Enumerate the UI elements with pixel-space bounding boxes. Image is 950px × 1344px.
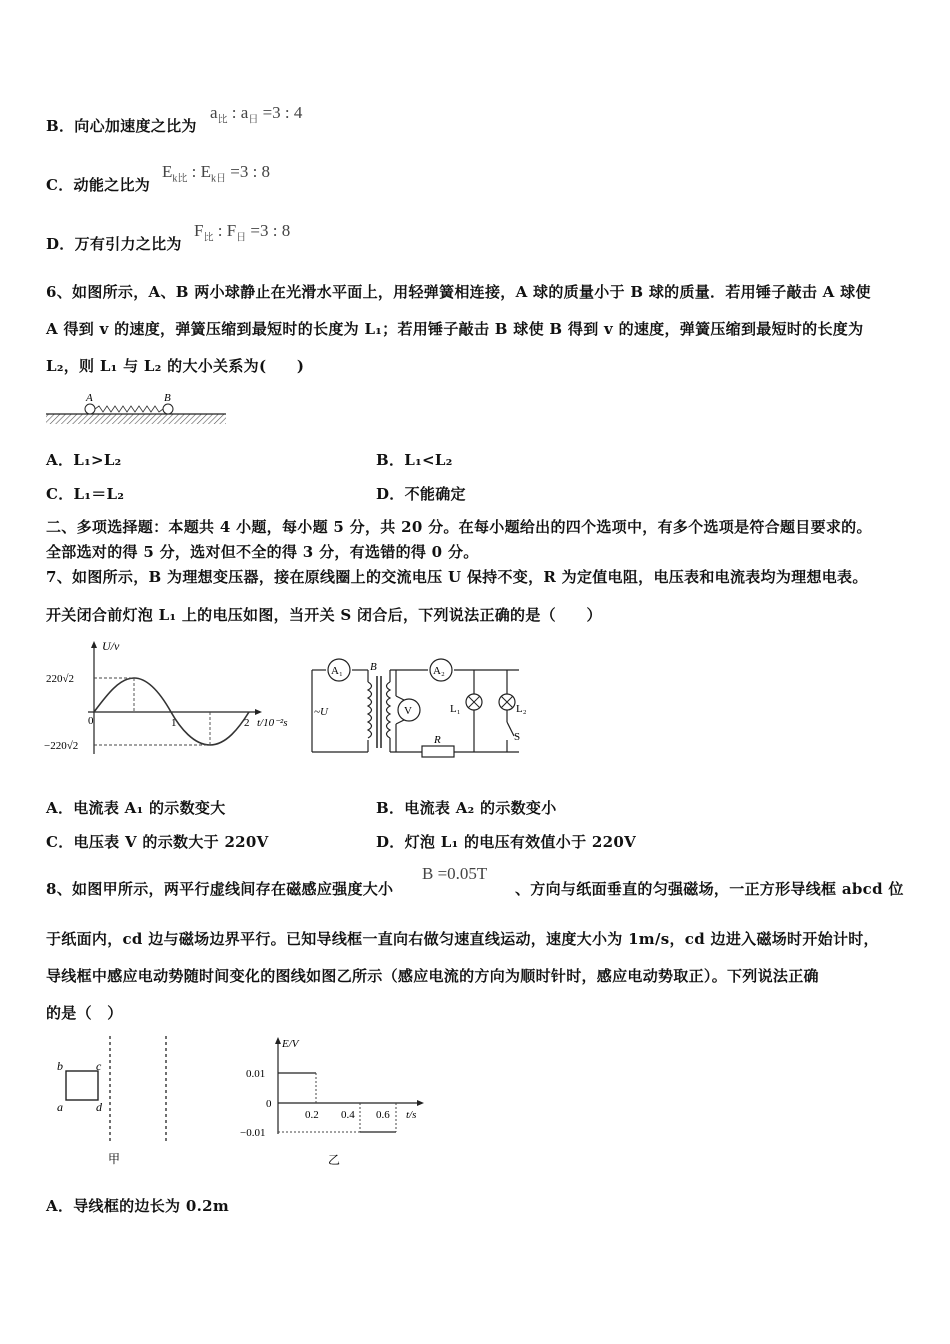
- ball-b: [163, 404, 173, 414]
- svg-text:c: c: [96, 1059, 102, 1073]
- q8-option-a: A．导线框的边长为 0.2m: [46, 1197, 230, 1215]
- svg-text:L₂: L₂: [516, 703, 527, 715]
- q6-stem-line2: A 得到 v 的速度，弹簧压缩到最短时的长度为 L₁；若用锤子敲击 B 球使 B 得到 v 的速度，弹簧压缩到最短时的长度为: [46, 320, 864, 338]
- origin-label: 0: [88, 715, 94, 727]
- q5-option-c-formula: $E_{k比}$ : $E_{k日} =3$ : 8: [162, 162, 271, 185]
- svg-text:d: d: [96, 1100, 102, 1114]
- q7-stem-line2: 开关闭合前灯泡 L₁ 上的电压如图，当开关 S 闭合后，下列说法正确的是（ ）: [46, 606, 602, 624]
- ball-a: [85, 404, 95, 414]
- y-tick-bottom: −220√2: [44, 740, 79, 752]
- q5-option-d-formula: $F_比$ : $F_日 =3$ : 8: [194, 221, 291, 244]
- svg-text:a: a: [57, 1100, 63, 1114]
- svg-text:S: S: [514, 731, 521, 743]
- x-tick-1: 1: [171, 717, 177, 729]
- svg-text:R: R: [434, 734, 441, 746]
- q7-voltage-graph: [44, 638, 306, 758]
- q6-option-b: B．L₁<L₂: [376, 451, 453, 469]
- q8-field-formula: B =0.05T: [422, 864, 488, 883]
- q8-stem-line4: 的是（ ）: [46, 1004, 123, 1022]
- svg-text:t/s: t/s: [406, 1109, 417, 1121]
- section2-heading-line2: 全部选对的得 5 分，选对但不全的得 3 分，有选错的得 0 分。: [46, 543, 479, 561]
- q6-stem-line3: L₂，则 L₁ 与 L₂ 的大小关系为( ): [46, 357, 305, 375]
- q6-stem-line1: 6、如图所示，A、B 两小球静止在光滑水平面上，用轻弹簧相连接，A 球的质量小于 B 球的质量．若用锤子敲击 A 球使: [46, 283, 871, 301]
- svg-text:L₁: L₁: [450, 703, 461, 715]
- label-b: B: [164, 392, 171, 404]
- svg-text:0.2: 0.2: [305, 1109, 319, 1121]
- q8-figure-jia: [52, 1034, 184, 1169]
- x-tick-2: 2: [244, 717, 250, 729]
- q8-figure-yi-emf-graph: [240, 1034, 440, 1170]
- source-label: ~U: [314, 706, 328, 718]
- q7-stem-line1: 7、如图所示，B 为理想变压器，接在原线圈上的交流电压 U 保持不变，R 为定值电阻，电压表和电流表均为理想电表。: [46, 568, 868, 586]
- spring: [95, 406, 163, 412]
- q8-stem-line1b: 、方向与纸面垂直的匀强磁场，一正方形导线框 abcd 位: [515, 880, 904, 898]
- switch-s: [507, 722, 514, 736]
- svg-text:b: b: [57, 1059, 63, 1073]
- x-axis-label: t/10⁻²s: [257, 717, 288, 729]
- q7-option-c: C．电压表 V 的示数大于 220V: [46, 833, 269, 851]
- svg-text:A₁: A₁: [331, 665, 343, 677]
- svg-text:A₂: A₂: [433, 665, 445, 677]
- q6-spring-figure: [44, 390, 229, 428]
- wire-frame-abcd: [66, 1071, 98, 1100]
- q7-option-b: B．电流表 A₂ 的示数变小: [376, 799, 557, 817]
- ground-hatch: [46, 414, 226, 424]
- svg-text:−0.01: −0.01: [240, 1127, 266, 1139]
- svg-text:0.6: 0.6: [376, 1109, 390, 1121]
- q6-option-a: A．L₁>L₂: [46, 451, 122, 469]
- transformer-label: B: [370, 661, 377, 673]
- svg-text:甲: 甲: [108, 1152, 121, 1166]
- svg-text:0.4: 0.4: [341, 1109, 355, 1121]
- q6-option-c: C．L₁＝L₂: [46, 485, 125, 503]
- q8-stem-line3: 导线框中感应电动势随时间变化的图线如图乙所示（感应电流的方向为顺时针时，感应电动势取正）。下列说法正确: [46, 967, 819, 985]
- svg-text:0: 0: [266, 1098, 272, 1110]
- y-axis-label: U/v: [102, 639, 120, 653]
- label-a: A: [86, 392, 93, 404]
- section2-heading-line1: 二、多项选择题：本题共 4 小题，每小题 5 分，共 20 分。在每小题给出的四个选项中，有多个选项是符合题目要求的。: [46, 518, 872, 536]
- svg-text:V: V: [404, 705, 412, 717]
- resistor-r: [422, 746, 454, 757]
- q7-circuit-diagram: [304, 652, 536, 762]
- q8-stem-line1a: 8、如图甲所示，两平行虚线间存在磁感应强度大小: [46, 880, 394, 898]
- q5-option-d: D．万有引力之比为: [46, 235, 182, 253]
- q7-option-d: D．灯泡 L₁ 的电压有效值小于 220V: [376, 833, 637, 851]
- q8-stem-line2: 于纸面内，cd 边与磁场边界平行。已知导线框一直向右做匀速直线运动，速度大小为 1m/s，cd 边进入磁场时开始计时，: [46, 930, 879, 948]
- q5-option-b-formula: $a_比$ : $a_日 =3$ : 4: [210, 103, 303, 126]
- q7-option-a: A．电流表 A₁ 的示数变大: [46, 799, 226, 817]
- y-axis-label: E/V: [282, 1038, 299, 1050]
- q5-option-b: B．向心加速度之比为: [46, 117, 197, 135]
- q5-option-c: C．动能之比为: [46, 176, 151, 194]
- svg-text:0.01: 0.01: [246, 1068, 266, 1080]
- y-tick-top: 220√2: [46, 673, 75, 685]
- svg-text:乙: 乙: [328, 1153, 341, 1167]
- q6-option-d: D．不能确定: [376, 485, 466, 503]
